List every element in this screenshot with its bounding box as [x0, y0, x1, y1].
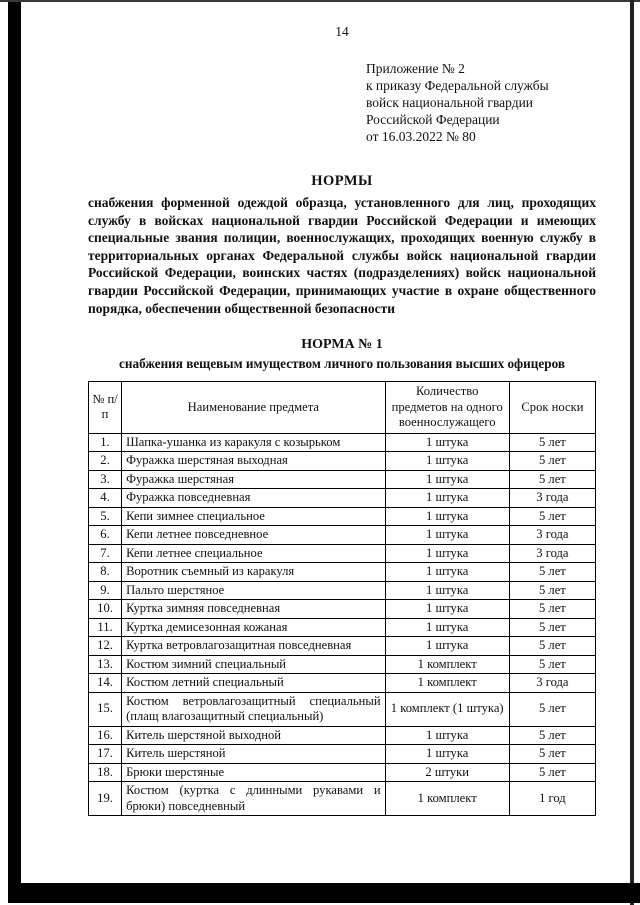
- cell-num: 16.: [89, 726, 122, 745]
- cell-num: 13.: [89, 655, 122, 674]
- table-row: [89, 692, 596, 726]
- cell-qty: 1 штука: [385, 618, 509, 637]
- cell-term: 5 лет: [509, 745, 595, 764]
- table-row: [89, 581, 596, 600]
- cell-term: 5 лет: [509, 618, 595, 637]
- cell-num: 14.: [89, 674, 122, 693]
- cell-term: 5 лет: [509, 726, 595, 745]
- norma1-title: НОРМА № 1: [301, 337, 383, 353]
- cell-term: 5 лет: [509, 763, 595, 782]
- cell-term: 3 года: [509, 526, 595, 545]
- table-row: [89, 637, 596, 656]
- appendix-line: от 16.03.2022 № 80: [366, 129, 476, 144]
- appendix-block: [366, 60, 596, 145]
- cell-name: Китель шерстяной: [122, 745, 386, 764]
- norma1-subtitle: снабжения вещевым имуществом личного пользования высших офицеров: [119, 356, 565, 372]
- header-cell-qty: Количество предметов на одного военнослужащего: [385, 382, 509, 434]
- table-header: [89, 382, 596, 434]
- cell-name: Куртка зимняя повседневная: [122, 600, 386, 619]
- table-row: [89, 674, 596, 693]
- cell-name: Куртка ветровлагозащитная повседневная: [122, 637, 386, 656]
- page-number: 14: [335, 24, 349, 39]
- cell-num: 11.: [89, 618, 122, 637]
- cell-name: Кепи летнее повседневное: [122, 526, 386, 545]
- cell-num: 8.: [89, 563, 122, 582]
- table-row: [89, 782, 596, 816]
- table-row: [89, 655, 596, 674]
- cell-num: 15.: [89, 692, 122, 726]
- cell-term: 3 года: [509, 674, 595, 693]
- scan-border-left: [8, 2, 21, 903]
- cell-qty: 1 штука: [385, 581, 509, 600]
- cell-qty: 1 штука: [385, 637, 509, 656]
- cell-term: 3 года: [509, 544, 595, 563]
- cell-name: Костюм летний специальный: [122, 674, 386, 693]
- table-row: [89, 433, 596, 452]
- scan-border-top: [0, 0, 640, 2]
- cell-qty: 1 штука: [385, 433, 509, 452]
- cell-term: 5 лет: [509, 470, 595, 489]
- cell-name: Костюм зимний специальный: [122, 655, 386, 674]
- header-cell-name: Наименование предмета: [122, 382, 386, 434]
- cell-qty: 1 штука: [385, 544, 509, 563]
- cell-name: Кепи летнее специальное: [122, 544, 386, 563]
- cell-name: Китель шерстяной выходной: [122, 726, 386, 745]
- cell-name: Шапка-ушанка из каракуля с козырьком: [122, 433, 386, 452]
- cell-num: 18.: [89, 763, 122, 782]
- scan-border-right: [630, 0, 634, 905]
- cell-num: 5.: [89, 507, 122, 526]
- cell-term: 5 лет: [509, 563, 595, 582]
- appendix-line: войск национальной гвардии: [366, 95, 534, 110]
- cell-num: 3.: [89, 470, 122, 489]
- norms-title: НОРМЫ: [311, 173, 373, 189]
- cell-qty: 1 штука: [385, 745, 509, 764]
- cell-qty: 1 штука: [385, 600, 509, 619]
- cell-qty: 1 штука: [385, 507, 509, 526]
- cell-qty: 2 штуки: [385, 763, 509, 782]
- cell-num: 10.: [89, 600, 122, 619]
- cell-name: Пальто шерстяное: [122, 581, 386, 600]
- cell-term: 5 лет: [509, 507, 595, 526]
- cell-term: 5 лет: [509, 581, 595, 600]
- cell-qty: 1 штука: [385, 470, 509, 489]
- cell-qty: 1 штука: [385, 526, 509, 545]
- cell-name: Воротник съемный из каракуля: [122, 563, 386, 582]
- header-cell-num: № п/п: [89, 382, 122, 434]
- cell-num: 12.: [89, 637, 122, 656]
- appendix-line: Российской Федерации: [366, 112, 500, 127]
- cell-qty: 1 штука: [385, 726, 509, 745]
- cell-name: Костюм ветровлагозащитный специальный (плащ влагозащитный специальный): [122, 692, 386, 726]
- header-cell-term: Срок носки: [509, 382, 595, 434]
- cell-num: 2.: [89, 452, 122, 471]
- cell-term: 5 лет: [509, 433, 595, 452]
- table-row: [89, 526, 596, 545]
- cell-num: 6.: [89, 526, 122, 545]
- table-row: [89, 489, 596, 508]
- table-row: [89, 763, 596, 782]
- cell-qty: 1 штука: [385, 563, 509, 582]
- cell-num: 7.: [89, 544, 122, 563]
- cell-term: 5 лет: [509, 655, 595, 674]
- norma1-table: [88, 381, 596, 816]
- cell-qty: 1 комплект: [385, 655, 509, 674]
- table-row: [89, 544, 596, 563]
- cell-term: 5 лет: [509, 692, 595, 726]
- cell-term: 3 года: [509, 489, 595, 508]
- cell-term: 5 лет: [509, 600, 595, 619]
- cell-qty: 1 комплект: [385, 782, 509, 816]
- table-row: [89, 600, 596, 619]
- cell-num: 17.: [89, 745, 122, 764]
- table-row: [89, 726, 596, 745]
- cell-name: Костюм (куртка с длинными рукавами и брюки) повседневный: [122, 782, 386, 816]
- cell-name: Фуражка шерстяная: [122, 470, 386, 489]
- cell-qty: 1 комплект: [385, 674, 509, 693]
- cell-term: 1 год: [509, 782, 595, 816]
- cell-num: 19.: [89, 782, 122, 816]
- cell-num: 9.: [89, 581, 122, 600]
- cell-num: 4.: [89, 489, 122, 508]
- cell-qty: 1 штука: [385, 489, 509, 508]
- table-row: [89, 563, 596, 582]
- cell-name: Фуражка шерстяная выходная: [122, 452, 386, 471]
- cell-name: Куртка демисезонная кожаная: [122, 618, 386, 637]
- document-page: [88, 24, 596, 816]
- appendix-line: Приложение № 2: [366, 61, 465, 76]
- cell-qty: 1 комплект (1 штука): [385, 692, 509, 726]
- cell-term: 5 лет: [509, 452, 595, 471]
- table-row: [89, 745, 596, 764]
- cell-name: Брюки шерстяные: [122, 763, 386, 782]
- table-row: [89, 507, 596, 526]
- table-row: [89, 470, 596, 489]
- appendix-line: к приказу Федеральной службы: [366, 78, 549, 93]
- cell-name: Кепи зимнее специальное: [122, 507, 386, 526]
- table-row: [89, 452, 596, 471]
- cell-name: Фуражка повседневная: [122, 489, 386, 508]
- cell-num: 1.: [89, 433, 122, 452]
- table-row: [89, 618, 596, 637]
- scan-border-bottom: [8, 883, 640, 903]
- cell-qty: 1 штука: [385, 452, 509, 471]
- norms-paragraph: снабжения форменной одеждой образца, установленного для лиц, проходящих службу в войсках национальной гвардии Российской Федерации и имеющих специальные звания полиции, военнослужащих, проходящих военную службу в территориальных органах Федеральной службы войск национальной гвардии Российской Федерации, воинских частях (подразделениях) войск национальной гвардии Российской Федерации, принимающих участие в охране общественного порядка, обеспечении общественной безопасности: [88, 195, 596, 316]
- cell-term: 5 лет: [509, 637, 595, 656]
- norma-table-body: [89, 433, 596, 816]
